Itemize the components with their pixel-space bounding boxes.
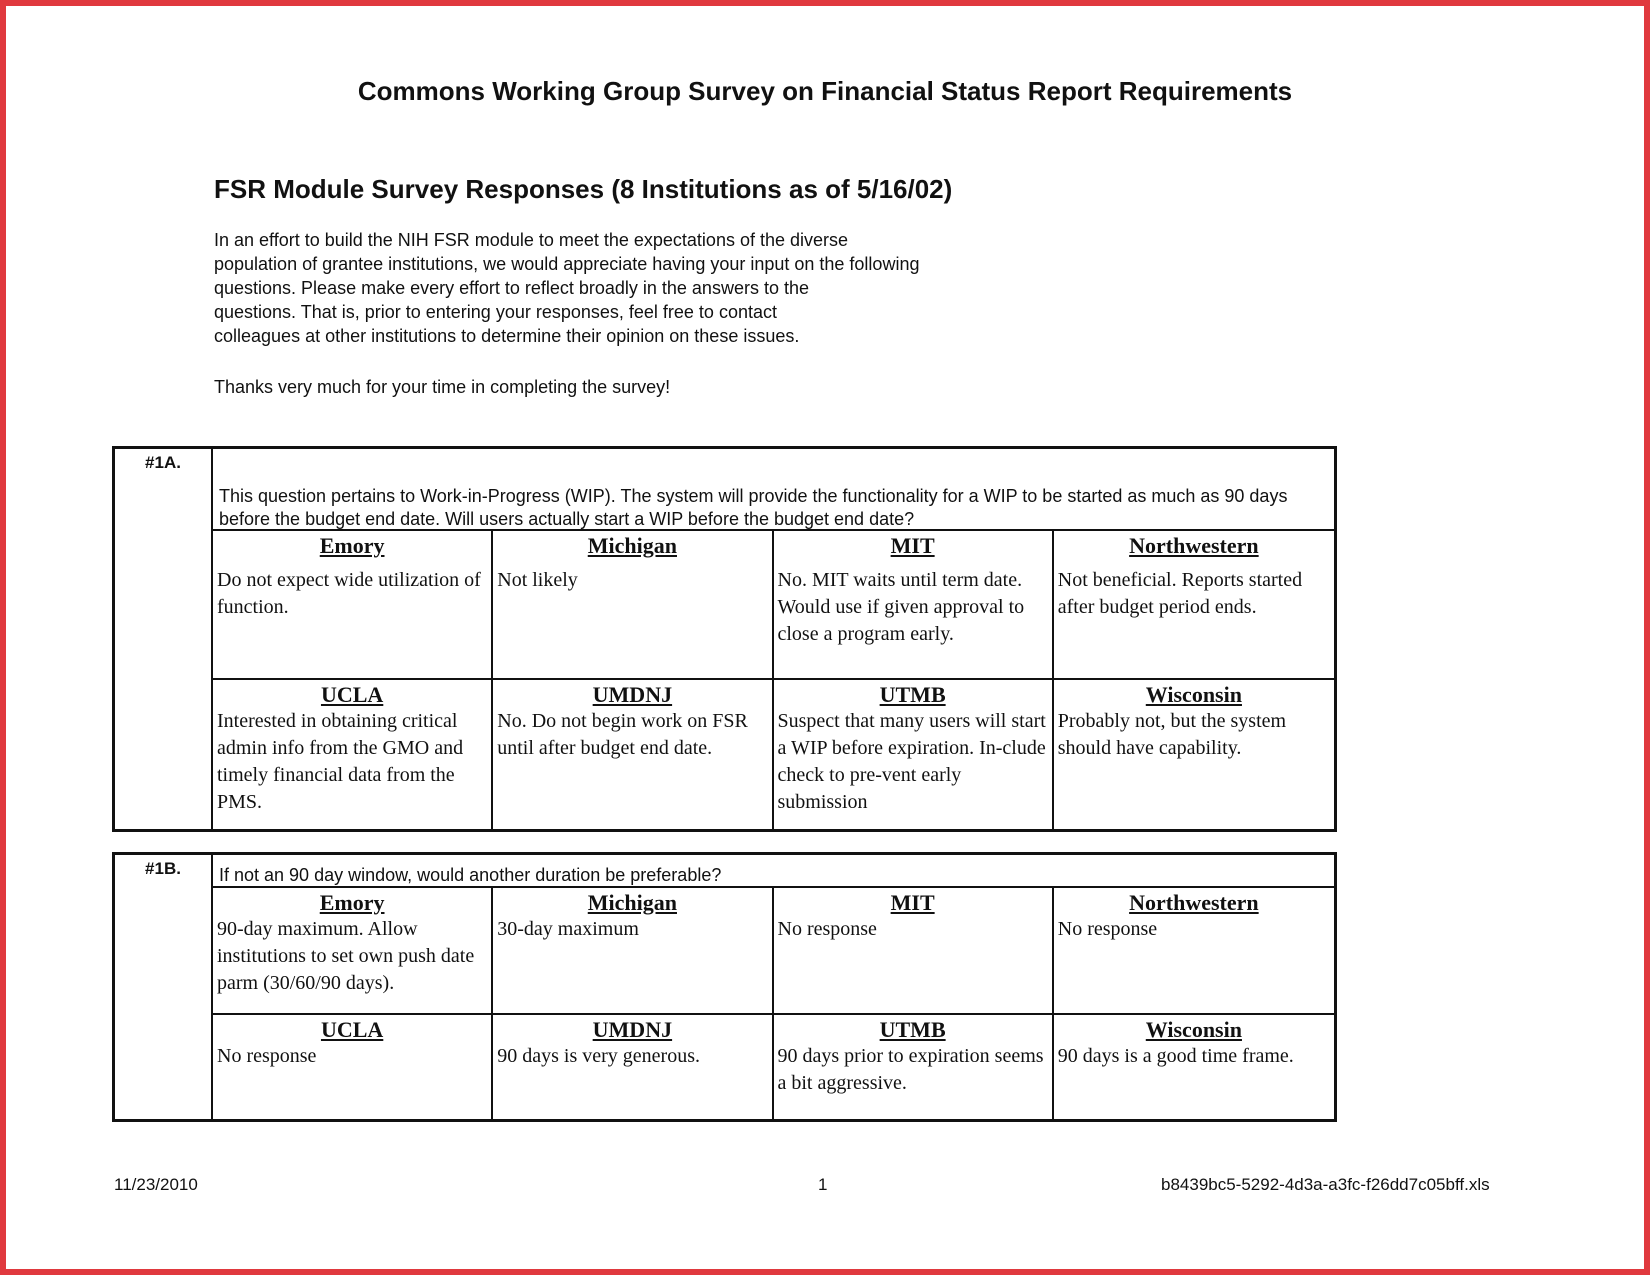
response-text: Not likely bbox=[497, 569, 578, 591]
institution-name: Wisconsin bbox=[1145, 1017, 1242, 1042]
response-text: No. MIT waits until term date. Would use if given approval to close a program early. bbox=[777, 569, 1025, 645]
response-text: No response bbox=[217, 1045, 317, 1067]
institution-name: UCLA bbox=[320, 682, 384, 707]
footer-page-number: 1 bbox=[818, 1175, 828, 1194]
response-text: Interested in obtaining critical admin info from the GMO and timely financial data from the PMS. bbox=[217, 710, 464, 813]
document-title: Commons Working Group Survey on Financial Status Report Requirements bbox=[357, 76, 1293, 106]
response-cell bbox=[774, 1015, 1054, 1119]
response-cell bbox=[1054, 531, 1334, 680]
question-1a-table bbox=[112, 446, 1337, 832]
intro-line: population of grantee institutions, we would appreciate having your input on the following bbox=[214, 254, 920, 274]
response-cell bbox=[1054, 1015, 1334, 1119]
response-cell bbox=[774, 531, 1054, 680]
response-text: Probably not, but the system should have capability. bbox=[1057, 710, 1287, 759]
institution-name: Michigan bbox=[587, 533, 677, 558]
institution-name: UCLA bbox=[320, 1017, 384, 1042]
response-cell bbox=[213, 531, 493, 680]
response-grid bbox=[213, 888, 1334, 1119]
intro-paragraph bbox=[214, 228, 974, 348]
response-text: No response bbox=[1057, 918, 1158, 940]
response-text: No. Do not begin work on FSR until after budget end date. bbox=[497, 710, 748, 759]
institution-name: Emory bbox=[319, 890, 385, 915]
intro-line: colleagues at other institutions to determine their opinion on these issues. bbox=[214, 326, 800, 346]
response-text: Not beneficial. Reports started after budget period ends. bbox=[1057, 569, 1303, 618]
institution-name: Michigan bbox=[587, 890, 677, 915]
response-cell bbox=[213, 1015, 493, 1119]
question-text: If not an 90 day window, would another duration be preferable? bbox=[213, 855, 1334, 888]
response-cell bbox=[774, 888, 1054, 1015]
response-text: No response bbox=[777, 918, 877, 940]
question-text: This question pertains to Work-in-Progress (WIP). The system will provide the functionality for a WIP to be started as much as 90 days before the budget end date. Will users actually start a WIP before the budget end date? bbox=[213, 449, 1334, 531]
response-cell bbox=[1054, 888, 1334, 1015]
institution-name: UMDNJ bbox=[592, 682, 673, 707]
response-text: 30-day maximum bbox=[497, 918, 639, 940]
institution-name: Wisconsin bbox=[1145, 682, 1242, 707]
institution-name: UMDNJ bbox=[592, 1017, 673, 1042]
footer-filename: b8439bc5-5292-4d3a-a3fc-f26dd7c05bff.xls bbox=[1161, 1175, 1490, 1194]
intro-line: questions. That is, prior to entering your responses, feel free to contact bbox=[214, 302, 777, 322]
question-1b-table bbox=[112, 852, 1337, 1122]
response-text: 90 days prior to expiration seems a bit aggressive. bbox=[777, 1045, 1044, 1094]
response-text: 90 days is a good time frame. bbox=[1057, 1045, 1294, 1067]
response-text: 90-day maximum. Allow institutions to set own push date parm (30/60/90 days). bbox=[217, 918, 475, 994]
response-cell bbox=[213, 680, 493, 829]
intro-line: In an effort to build the NIH FSR module to meet the expectations of the diverse bbox=[214, 230, 849, 250]
response-text: Suspect that many users will start a WIP before expiration. In-clude check to pre-vent early submission bbox=[777, 710, 1046, 813]
response-text: 90 days is very generous. bbox=[497, 1045, 700, 1067]
intro-line: questions. Please make every effort to reflect broadly in the answers to the bbox=[214, 278, 809, 298]
response-cell bbox=[1054, 680, 1334, 829]
response-text: Do not expect wide utilization of function. bbox=[217, 569, 481, 618]
institution-name: Northwestern bbox=[1129, 890, 1259, 915]
response-cell bbox=[213, 888, 493, 1015]
response-cell bbox=[493, 888, 773, 1015]
institution-name: UTMB bbox=[879, 682, 946, 707]
response-cell bbox=[774, 680, 1054, 829]
question-id: #1B. bbox=[115, 855, 213, 1119]
institution-name: UTMB bbox=[879, 1017, 946, 1042]
survey-subtitle: FSR Module Survey Responses (8 Institutions as of 5/16/02) bbox=[214, 174, 953, 204]
institution-name: Emory bbox=[319, 533, 385, 558]
institution-name: Northwestern bbox=[1129, 533, 1259, 558]
question-id: #1A. bbox=[115, 449, 213, 829]
response-cell bbox=[493, 680, 773, 829]
response-cell bbox=[493, 1015, 773, 1119]
response-cell bbox=[493, 531, 773, 680]
footer-date: 11/23/2010 bbox=[114, 1175, 198, 1194]
thanks-note: Thanks very much for your time in completing the survey! bbox=[214, 377, 671, 397]
response-grid bbox=[213, 531, 1334, 829]
institution-name: MIT bbox=[890, 890, 935, 915]
institution-name: MIT bbox=[890, 533, 935, 558]
